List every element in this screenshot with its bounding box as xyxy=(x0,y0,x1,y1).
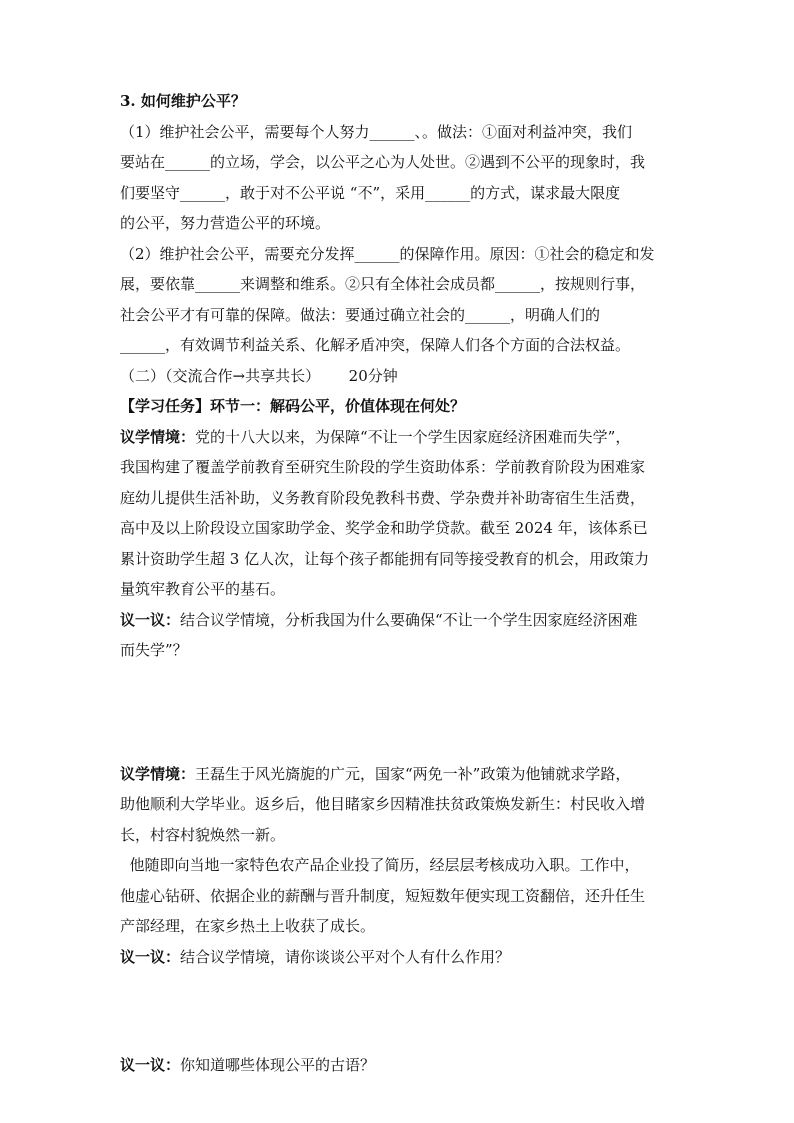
scenario-line: 庭幼儿提供生活补助，义务教育阶段免教科书费、学杂费并补助寄宿生生活费， xyxy=(120,488,646,507)
part-two-header: （二）（交流合作→共享共长） 20分钟 xyxy=(120,366,398,385)
scenario-line: 产部经理，在家乡热土上收获了成长。 xyxy=(120,917,376,935)
question-text: 而失学”？ xyxy=(120,641,188,659)
paragraph-line: ______，有效调节利益关系、化解矛盾冲突，保障人们各个方面的合法权益。 xyxy=(120,336,631,354)
paragraph-2 xyxy=(120,239,676,361)
question-text: 你知道哪些体现公平的古语？ xyxy=(180,1056,376,1074)
question-1 xyxy=(120,605,676,666)
question-2 xyxy=(120,942,676,973)
paragraph-1 xyxy=(120,117,676,239)
question-label: 议一议： xyxy=(120,610,181,629)
paragraph-line: 要站在______的立场，学会，以公平之心为人处世。②遇到不公平的现象时，我 xyxy=(120,153,646,171)
document-page xyxy=(120,86,676,1081)
scenario-line: 他虚心钻研、依据企业的薪酬与晋升制度，短短数年便实现工资翻倍，还升任生 xyxy=(120,886,646,905)
answer-space xyxy=(120,972,676,1050)
question-label: 议一议： xyxy=(120,1056,181,1074)
scenario-text: 党的十八大以来，为保障“不让一个学生因家庭经济困难而失学”， xyxy=(195,427,631,446)
paragraph-line: （1）维护社会公平，需要每个人努力______、。做法：①面对利益冲突，我们 xyxy=(120,122,633,141)
scenario-line: 他随即向当地一家特色农产品企业投了简历，经层层考核成功入职。工作中， xyxy=(120,856,640,874)
section-title: 3. 如何维护公平？ xyxy=(120,92,246,110)
scenario-text: 王磊生于风光旖旎的广元，国家“两免一补”政策为他铺就求学路， xyxy=(195,764,631,783)
scenario-line: 累计资助学生超 3 亿人次，让每个孩子都能拥有同等接受教育的机会，用政策力 xyxy=(120,549,650,568)
answer-space xyxy=(120,666,676,759)
question-label: 议一议： xyxy=(120,947,181,966)
scenario-line: 我国构建了覆盖学前教育至研究生阶段的学生资助体系：学前教育阶段为困难家 xyxy=(120,458,646,476)
paragraph-line: 们要坚守______，敢于对不公平说 “不”，采用______的方式，谋求最大限度 xyxy=(120,183,621,202)
scenario-line: 助他顺利大学毕业。返乡后，他目睹家乡因精准扶贫政策焕发新生：村民收入增 xyxy=(120,795,646,813)
scenario-1 xyxy=(120,422,676,605)
paragraph-line: 展，要依靠______来调整和维系。②只有全体社会成员都______，按规则行事， xyxy=(120,275,646,293)
question-3 xyxy=(120,1050,676,1081)
scenario-2 xyxy=(120,759,676,942)
paragraph-line: 的公平，努力营造公平的环境。 xyxy=(120,214,331,232)
paragraph-line: （2）维护社会公平，需要充分发挥______的保障作用。原因：①社会的稳定和发 xyxy=(120,244,655,263)
scenario-label: 议学情境： xyxy=(120,764,196,783)
question-text: 结合议学情境，请你谈谈公平对个人有什么作用？ xyxy=(180,947,511,966)
scenario-line: 量筑牢教育公平的基石。 xyxy=(120,580,286,598)
scenario-label: 议学情境： xyxy=(120,427,196,446)
scenario-line: 长，村容村貌焕然一新。 xyxy=(120,825,286,844)
question-text: 结合议学情境，分析我国为什么要确保“不让一个学生因家庭经济困难 xyxy=(180,610,638,629)
task-header: 【学习任务】环节一：解码公平，价值体现在何处？ xyxy=(120,397,466,415)
scenario-line: 高中及以上阶段设立国家助学金、奖学金和助学贷款。截至 2024 年，该体系已 xyxy=(120,519,648,537)
paragraph-line: 社会公平才有可靠的保障。做法：要通过确立社会的______，明确人们的 xyxy=(120,305,601,324)
